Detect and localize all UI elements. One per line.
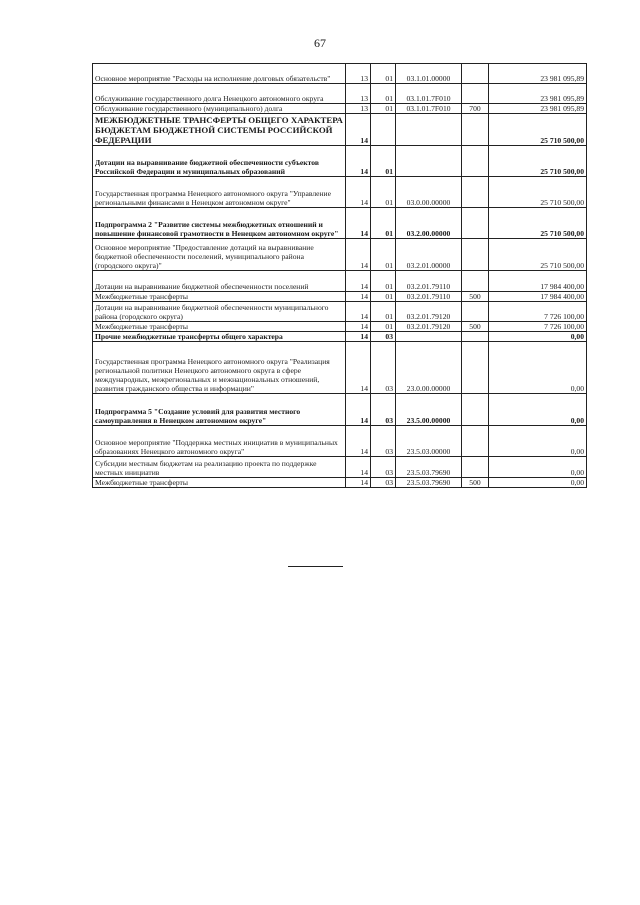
- target-article-code: [396, 114, 462, 146]
- expense-type-code: [462, 114, 489, 146]
- amount: 0,00: [489, 457, 587, 478]
- section-code: 14: [346, 332, 371, 342]
- table-row: [93, 208, 587, 239]
- subsection-code: 03: [371, 332, 396, 342]
- section-code: 13: [346, 104, 371, 114]
- amount: 17 984 400,00: [489, 271, 587, 292]
- item-name: Обслуживание государственного долга Ненецкого автономного округа: [93, 84, 346, 104]
- table-row: [93, 64, 587, 84]
- section-code: 14: [346, 177, 371, 208]
- table-row: [93, 239, 587, 271]
- item-name: Межбюджетные трансферты: [93, 478, 346, 488]
- item-name: Межбюджетные трансферты: [93, 292, 346, 302]
- target-article-code: 03.2.01.79120: [396, 302, 462, 322]
- table-row: [93, 292, 587, 302]
- target-article-code: [396, 146, 462, 177]
- amount: 25 710 500,00: [489, 239, 587, 271]
- item-name: Субсидии местным бюджетам на реализацию проекта по поддержке местных инициатив: [93, 457, 346, 478]
- table-body: [93, 64, 587, 488]
- subsection-code: 01: [371, 322, 396, 332]
- section-code: 14: [346, 478, 371, 488]
- table-row: [93, 84, 587, 104]
- closing-rule: [288, 566, 343, 567]
- expense-type-code: [462, 332, 489, 342]
- subsection-code: 03: [371, 394, 396, 426]
- subsection-code: 03: [371, 478, 396, 488]
- expense-type-code: [462, 64, 489, 84]
- subsection-code: 01: [371, 292, 396, 302]
- item-name: Подпрограмма 5 "Создание условий для развития местного самоуправления в Ненецком автономном округе": [93, 394, 346, 426]
- target-article-code: [396, 332, 462, 342]
- table-row: [93, 271, 587, 292]
- expense-type-code: 500: [462, 322, 489, 332]
- subsection-code: 01: [371, 271, 396, 292]
- amount: 0,00: [489, 394, 587, 426]
- target-article-code: 03.1.01.7F010: [396, 104, 462, 114]
- amount: 7 726 100,00: [489, 322, 587, 332]
- subsection-code: [371, 114, 396, 146]
- table-row: [93, 104, 587, 114]
- table-row: [93, 302, 587, 322]
- section-code: 14: [346, 146, 371, 177]
- item-name: Прочие межбюджетные трансферты общего характера: [93, 332, 346, 342]
- expense-type-code: [462, 239, 489, 271]
- budget-table: [92, 63, 587, 488]
- expense-type-code: 500: [462, 478, 489, 488]
- target-article-code: 03.2.00.00000: [396, 208, 462, 239]
- expense-type-code: [462, 177, 489, 208]
- item-name: Подпрограмма 2 "Развитие системы межбюджетных отношений и повышение финансовой грамотности в Ненецком автономном округе": [93, 208, 346, 239]
- target-article-code: 23.5.03.79690: [396, 478, 462, 488]
- target-article-code: 03.1.01.00000: [396, 64, 462, 84]
- expense-type-code: [462, 342, 489, 394]
- page-number: 67: [314, 36, 326, 50]
- amount: 23 981 095,89: [489, 84, 587, 104]
- table-row: [93, 394, 587, 426]
- amount: 0,00: [489, 342, 587, 394]
- amount: 0,00: [489, 478, 587, 488]
- target-article-code: 03.2.01.79110: [396, 292, 462, 302]
- item-name: Межбюджетные трансферты: [93, 322, 346, 332]
- section-code: 14: [346, 426, 371, 457]
- section-code: 14: [346, 302, 371, 322]
- expense-type-code: [462, 302, 489, 322]
- table-row: [93, 177, 587, 208]
- subsection-code: 03: [371, 426, 396, 457]
- table-row: [93, 114, 587, 146]
- item-name: Обслуживание государственного (муниципального) долга: [93, 104, 346, 114]
- amount: 23 981 095,89: [489, 104, 587, 114]
- table-row: [93, 478, 587, 488]
- subsection-code: 01: [371, 239, 396, 271]
- section-code: 14: [346, 208, 371, 239]
- section-code: 14: [346, 271, 371, 292]
- expense-type-code: [462, 457, 489, 478]
- subsection-code: 01: [371, 84, 396, 104]
- item-name: Основное мероприятие "Расходы на исполнение долговых обязательств": [93, 64, 346, 84]
- subsection-code: 01: [371, 208, 396, 239]
- amount: 25 710 500,00: [489, 208, 587, 239]
- item-name: Дотации на выравнивание бюджетной обеспеченности поселений: [93, 271, 346, 292]
- expense-type-code: [462, 84, 489, 104]
- expense-type-code: [462, 146, 489, 177]
- item-name: МЕЖБЮДЖЕТНЫЕ ТРАНСФЕРТЫ ОБЩЕГО ХАРАКТЕРА БЮДЖЕТАМ БЮДЖЕТНОЙ СИСТЕМЫ РОССИЙСКОЙ ФЕДЕРАЦИИ: [93, 114, 346, 146]
- target-article-code: 23.0.00.00000: [396, 342, 462, 394]
- section-code: 14: [346, 114, 371, 146]
- item-name: Дотации на выравнивание бюджетной обеспеченности муниципального района (городского округа): [93, 302, 346, 322]
- expense-type-code: 500: [462, 292, 489, 302]
- target-article-code: 03.2.01.00000: [396, 239, 462, 271]
- section-code: 14: [346, 322, 371, 332]
- expense-type-code: 700: [462, 104, 489, 114]
- expense-type-code: [462, 271, 489, 292]
- expense-type-code: [462, 394, 489, 426]
- subsection-code: 01: [371, 302, 396, 322]
- subsection-code: 01: [371, 146, 396, 177]
- subsection-code: 03: [371, 457, 396, 478]
- amount: 0,00: [489, 426, 587, 457]
- amount: 25 710 500,00: [489, 177, 587, 208]
- table-row: [93, 457, 587, 478]
- amount: 0,00: [489, 332, 587, 342]
- section-code: 14: [346, 292, 371, 302]
- section-code: 14: [346, 342, 371, 394]
- item-name: Дотации на выравнивание бюджетной обеспеченности субъектов Российской Федерации и муниципальных образований: [93, 146, 346, 177]
- target-article-code: 23.5.00.00000: [396, 394, 462, 426]
- subsection-code: 01: [371, 104, 396, 114]
- amount: 25 710 500,00: [489, 114, 587, 146]
- target-article-code: 03.0.00.00000: [396, 177, 462, 208]
- section-code: 13: [346, 64, 371, 84]
- section-code: 13: [346, 84, 371, 104]
- item-name: Основное мероприятие "Поддержка местных инициатив в муниципальных образованиях Ненецкого автономного округа": [93, 426, 346, 457]
- target-article-code: 23.5.03.00000: [396, 426, 462, 457]
- expense-type-code: [462, 208, 489, 239]
- section-code: 14: [346, 457, 371, 478]
- table-row: [93, 426, 587, 457]
- item-name: Государственная программа Ненецкого автономного округа "Реализация региональной политики Ненецкого автономного округа в сфере международных, межрегиональных и межнациональных отношений, развития гражданского общества и информации": [93, 342, 346, 394]
- subsection-code: 01: [371, 64, 396, 84]
- expense-type-code: [462, 426, 489, 457]
- table-row: [93, 322, 587, 332]
- table-row: [93, 332, 587, 342]
- amount: 23 981 095,89: [489, 64, 587, 84]
- amount: 25 710 500,00: [489, 146, 587, 177]
- item-name: Основное мероприятие "Предоставление дотаций на выравнивание бюджетной обеспеченности поселений, муниципального района (городского округа)": [93, 239, 346, 271]
- subsection-code: 01: [371, 177, 396, 208]
- subsection-code: 03: [371, 342, 396, 394]
- target-article-code: 23.5.03.79690: [396, 457, 462, 478]
- table-row: [93, 146, 587, 177]
- target-article-code: 03.2.01.79120: [396, 322, 462, 332]
- section-code: 14: [346, 394, 371, 426]
- section-code: 14: [346, 239, 371, 271]
- target-article-code: 03.1.01.7F010: [396, 84, 462, 104]
- item-name: Государственная программа Ненецкого автономного округа "Управление региональными финансами в Ненецком автономном округе": [93, 177, 346, 208]
- amount: 17 984 400,00: [489, 292, 587, 302]
- table-row: [93, 342, 587, 394]
- target-article-code: 03.2.01.79110: [396, 271, 462, 292]
- amount: 7 726 100,00: [489, 302, 587, 322]
